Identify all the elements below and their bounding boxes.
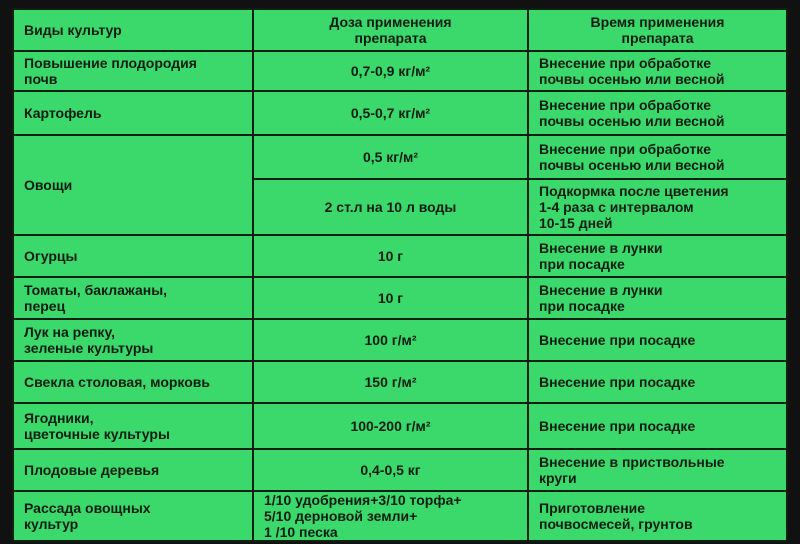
dose-cell: 0,7-0,9 кг/м² — [253, 51, 528, 91]
header-crops: Виды культур — [13, 9, 253, 51]
dose-cell: 10 г — [253, 235, 528, 277]
header-dose: Доза применения препарата — [253, 9, 528, 51]
table-row — [13, 277, 787, 319]
table-row — [13, 403, 787, 449]
time-cell: Внесение в лунки при посадке — [528, 235, 787, 277]
time-cell: Подкормка после цветения 1-4 раза с интервалом 10-15 дней — [528, 179, 787, 235]
crop-cell: Свекла столовая, морковь — [13, 361, 253, 403]
time-cell: Внесение при посадке — [528, 403, 787, 449]
crop-cell: Плодовые деревья — [13, 449, 253, 491]
fertilizer-table — [12, 8, 788, 542]
time-cell: Внесение при посадке — [528, 319, 787, 361]
table-row — [13, 235, 787, 277]
crop-cell: Огурцы — [13, 235, 253, 277]
dose-cell: 150 г/м² — [253, 361, 528, 403]
dose-cell: 100 г/м² — [253, 319, 528, 361]
dose-cell: 2 ст.л на 10 л воды — [253, 179, 528, 235]
header-time: Время применения препарата — [528, 9, 787, 51]
table-row — [13, 491, 787, 541]
table-row — [13, 51, 787, 91]
table-row — [13, 135, 787, 179]
crop-cell: Ягодники, цветочные культуры — [13, 403, 253, 449]
dose-cell: 0,4-0,5 кг — [253, 449, 528, 491]
crop-cell: Овощи — [13, 135, 253, 235]
dose-cell: 1/10 удобрения+3/10 торфа+ 5/10 дерновой земли+ 1 /10 песка — [253, 491, 528, 541]
crop-cell: Картофель — [13, 91, 253, 135]
time-cell: Внесение в лунки при посадке — [528, 277, 787, 319]
dose-cell: 100-200 г/м² — [253, 403, 528, 449]
crop-cell: Томаты, баклажаны, перец — [13, 277, 253, 319]
crop-cell: Лук на репку, зеленые культуры — [13, 319, 253, 361]
time-cell: Внесение в приствольные круги — [528, 449, 787, 491]
table-row — [13, 449, 787, 491]
time-cell: Внесение при обработке почвы осенью или весной — [528, 135, 787, 179]
time-cell: Внесение при посадке — [528, 361, 787, 403]
dose-cell: 10 г — [253, 277, 528, 319]
crop-cell: Рассада овощных культур — [13, 491, 253, 541]
dose-cell: 0,5-0,7 кг/м² — [253, 91, 528, 135]
crop-cell: Повышение плодородия почв — [13, 51, 253, 91]
table-row — [13, 91, 787, 135]
table-row — [13, 319, 787, 361]
table-row — [13, 361, 787, 403]
dose-cell: 0,5 кг/м² — [253, 135, 528, 179]
time-cell: Приготовление почвосмесей, грунтов — [528, 491, 787, 541]
time-cell: Внесение при обработке почвы осенью или весной — [528, 91, 787, 135]
time-cell: Внесение при обработке почвы осенью или весной — [528, 51, 787, 91]
table-header-row — [13, 9, 787, 51]
